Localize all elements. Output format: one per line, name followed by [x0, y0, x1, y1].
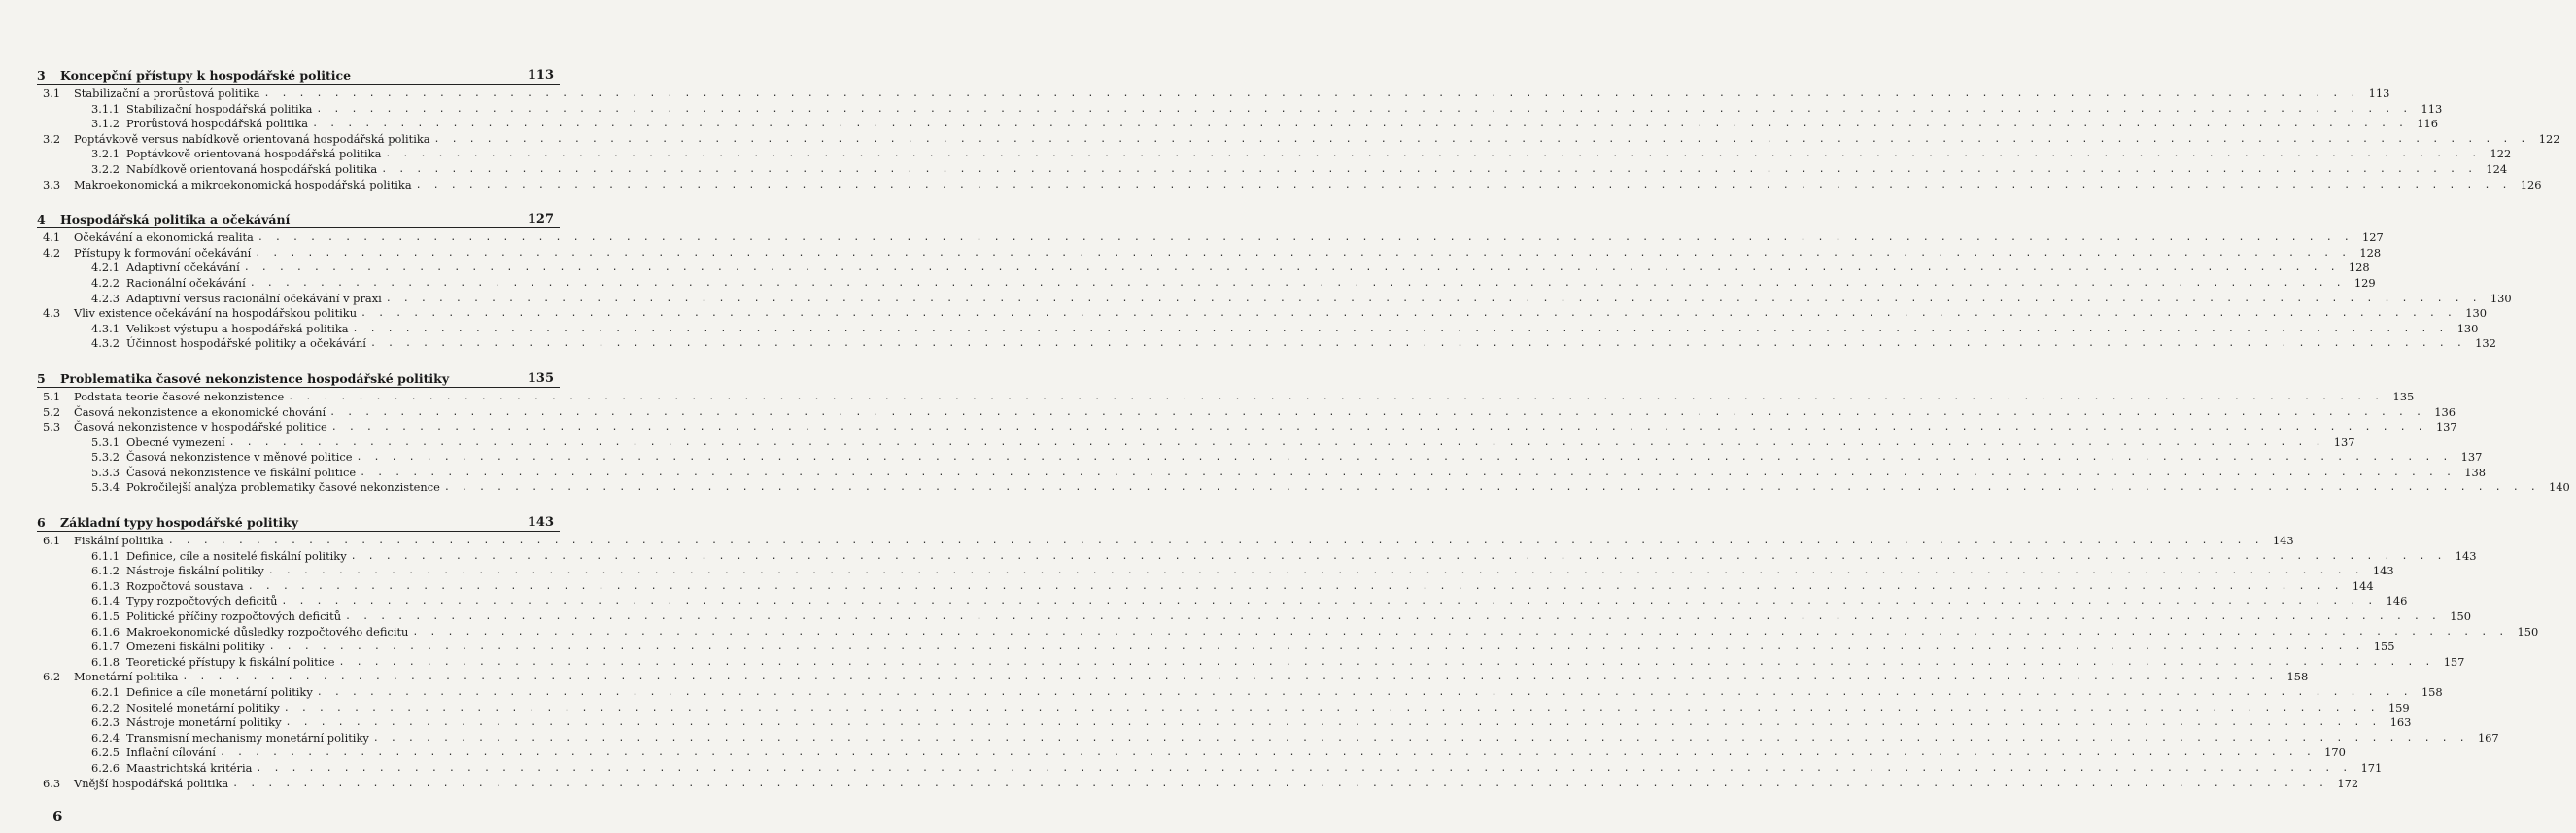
section-title: Vliv existence očekávání na hospodářskou politiku: [74, 306, 358, 321]
dot-leader: . . . . . . . . . . . . . . . . . . . . . . . . . . . . . . . . . . . . . . . . . . . . . . . . . . . . . . . . . . . . . . . . . . . . . . . . . . . . . . . . . . . . . . . . . . . . . . . . . . . . . . . . . . . . . . . . . . . . . . . .: [182, 672, 2278, 683]
toc-section[interactable]: [37, 670, 2309, 685]
dot-leader: . . . . . . . . . . . . . . . . . . . . . . . . . . . . . . . . . . . . . . . . . . . . . . . . . . . . . . . . . . . . . . . . . . . . . . . . . . . . . . . . . . . . . . . . . . . . . . . . . . . . . . . . . . . . . . . . . . . . . . . .: [372, 732, 2468, 744]
section-number: 6.1.5: [91, 609, 120, 624]
section-page-number: 130: [2490, 291, 2512, 305]
section-number: 6.2.5: [91, 746, 120, 760]
section-page-number: 163: [2389, 715, 2412, 730]
dot-leader: . . . . . . . . . . . . . . . . . . . . . . . . . . . . . . . . . . . . . . . . . . . . . . . . . . . . . . . . . . . . . . . . . . . . . . . . . . . . . . . . . . . . . . . . . . . . . . . . . . . . . . . . . . . . . . . . . . . . . . . .: [356, 452, 2452, 464]
dot-leader: . . . . . . . . . . . . . . . . . . . . . . . . . . . . . . . . . . . . . . . . . . . . . . . . . . . . . . . . . . . . . . . . . . . . . . . . . . . . . . . . . . . . . . . . . . . . . . . . . . . . . . . . . . . . . . . . . . . . . . . .: [345, 611, 2440, 623]
dot-leader: . . . . . . . . . . . . . . . . . . . . . . . . . . . . . . . . . . . . . . . . . . . . . . . . . . . . . . . . . . . . . . . . . . . . . . . . . . . . . . . . . . . . . . . . . . . . . . . . . . . . . . . . . . . . . . . . . . . . . . . .: [385, 293, 2481, 304]
section-number: 6.1.3: [91, 578, 120, 593]
toc-subsection[interactable]: [37, 434, 2355, 451]
dot-leader: . . . . . . . . . . . . . . . . . . . . . . . . . . . . . . . . . . . . . . . . . . . . . . . . . . . . . . . . . . . . . . . . . . . . . . . . . . . . . . . . . . . . . . . . . . . . . . . . . . . . . . . . . . . . . . . . . . . . . . . .: [350, 550, 2446, 562]
dot-leader: . . . . . . . . . . . . . . . . . . . . . . . . . . . . . . . . . . . . . . . . . . . . . . . . . . . . . . . . . . . . . . . . . . . . . . . . . . . . . . . . . . . . . . . . . . . . . . . . . . . . . . . . . . . . . . . . . . . . . . . .: [219, 747, 2315, 759]
toc-subsection[interactable]: [37, 291, 2512, 307]
dot-leader: . . . . . . . . . . . . . . . . . . . . . . . . . . . . . . . . . . . . . . . . . . . . . . . . . . . . . . . . . . . . . . . . . . . . . . . . . . . . . . . . . . . . . . . . . . . . . . . . . . . . . . . . . . . . . . . . . . . . . . . .: [443, 482, 2539, 494]
toc-section[interactable]: [37, 776, 2359, 792]
toc-chapter: [37, 365, 2570, 496]
section-title: Omezení fiskální politiky: [126, 640, 265, 654]
toc-subsection[interactable]: [37, 730, 2499, 746]
section-page-number: 158: [2421, 685, 2443, 699]
table-of-contents: [37, 62, 2570, 805]
section-title: Makroekonomické důsledky rozpočtového deficitu: [126, 624, 409, 639]
section-page-number: 171: [2360, 760, 2383, 775]
section-number: 5.3.4: [91, 480, 120, 495]
section-title: Racionální očekávání: [126, 275, 246, 290]
section-number: 6.2.4: [91, 730, 120, 745]
dot-leader: . . . . . . . . . . . . . . . . . . . . . . . . . . . . . . . . . . . . . . . . . . . . . . . . . . . . . . . . . . . . . . . . . . . . . . . . . . . . . . . . . . . . . . . . . . . . . . . . . . . . . . . . . . . . . . . . . . . . . . . .: [361, 308, 2456, 320]
section-number: 6.1.1: [91, 548, 120, 563]
chapter-heading[interactable]: [37, 206, 560, 226]
section-page-number: 167: [2477, 730, 2499, 745]
section-page-number: 136: [2434, 404, 2456, 419]
section-title: Maastrichtská kritéria: [126, 760, 253, 775]
dot-leader: . . . . . . . . . . . . . . . . . . . . . . . . . . . . . . . . . . . . . . . . . . . . . . . . . . . . . . . . . . . . . . . . . . . . . . . . . . . . . . . . . . . . . . . . . . . . . . . . . . . . . . . . . . . . . . . . . . . . . . . .: [255, 247, 2351, 259]
chapter-number: 6: [37, 515, 46, 531]
section-page-number: 146: [2386, 594, 2408, 608]
section-title: Definice, cíle a nositelé fiskální politiky: [126, 548, 347, 563]
toc-subsection[interactable]: [37, 260, 2370, 276]
dot-leader: . . . . . . . . . . . . . . . . . . . . . . . . . . . . . . . . . . . . . . . . . . . . . . . . . . . . . . . . . . . . . . . . . . . . . . . . . . . . . . . . . . . . . . . . . . . . . . . . . . . . . . . . . . . . . . . . . . . . . . . .: [257, 232, 2353, 244]
section-title: Podstata teorie časové nekonzistence: [74, 389, 285, 403]
section-title: Časová nekonzistence v měnové politice: [126, 450, 353, 465]
section-number: 6.2.6: [91, 760, 120, 775]
section-title: Adaptivní očekávání: [126, 260, 240, 275]
dot-leader: . . . . . . . . . . . . . . . . . . . . . . . . . . . . . . . . . . . . . . . . . . . . . . . . . . . . . . . . . . . . . . . . . . . . . . . . . . . . . . . . . . . . . . . . . . . . . . . . . . . . . . . . . . . . . . . . . . . . . . . .: [360, 467, 2455, 478]
section-title: Časová nekonzistence v hospodářské politice: [74, 420, 327, 434]
chapter-page-number: 127: [527, 212, 554, 227]
dot-leader: . . . . . . . . . . . . . . . . . . . . . . . . . . . . . . . . . . . . . . . . . . . . . . . . . . . . . . . . . . . . . . . . . . . . . . . . . . . . . . . . . . . . . . . . . . . . . . . . . . . . . . . . . . . . . . . . . . . . . . . .: [369, 338, 2465, 350]
section-page-number: 135: [2392, 389, 2415, 403]
section-title: Přístupy k formování očekávání: [74, 245, 252, 260]
chapter-page-number: 135: [527, 370, 554, 386]
section-page-number: 140: [2549, 480, 2570, 495]
section-page-number: 129: [2353, 275, 2376, 290]
section-title: Poptávkově orientovaná hospodářská politika: [126, 147, 382, 161]
section-number: 3.2: [43, 131, 61, 146]
section-title: Vnější hospodářská politika: [74, 776, 229, 790]
chapter-number: 4: [37, 212, 46, 227]
chapter-title: Koncepční přístupy k hospodářské politice: [60, 68, 352, 83]
section-number: 3.1.1: [91, 101, 120, 116]
toc-subsection[interactable]: [37, 746, 2346, 761]
section-title: Pokročilejší analýza problematiky časové nekonzistence: [126, 480, 440, 495]
toc-subsection[interactable]: [37, 117, 2439, 132]
dot-leader: . . . . . . . . . . . . . . . . . . . . . . . . . . . . . . . . . . . . . . . . . . . . . . . . . . . . . . . . . . . . . . . . . . . . . . . . . . . . . . . . . . . . . . . . . . . . . . . . . . . . . . . . . . . . . . . . . . . . . . . .: [243, 262, 2339, 274]
section-page-number: 170: [2324, 746, 2346, 760]
section-title: Adaptivní versus racionální očekávání v praxi: [126, 291, 382, 305]
section-number: 4.2.2: [91, 275, 120, 290]
section-number: 6.1: [43, 534, 61, 548]
section-page-number: 137: [2460, 450, 2483, 465]
section-number: 4.2.3: [91, 291, 120, 305]
section-number: 4.3: [43, 306, 61, 321]
section-title: Poptávkově versus nabídkově orientovaná hospodářská politika: [74, 131, 430, 146]
dot-leader: . . . . . . . . . . . . . . . . . . . . . . . . . . . . . . . . . . . . . . . . . . . . . . . . . . . . . . . . . . . . . . . . . . . . . . . . . . . . . . . . . . . . . . . . . . . . . . . . . . . . . . . . . . . . . . . . . . . . . . . .: [330, 422, 2426, 434]
section-page-number: 127: [2362, 230, 2384, 245]
toc-subsection[interactable]: [37, 715, 2412, 731]
dot-leader: . . . . . . . . . . . . . . . . . . . . . . . . . . . . . . . . . . . . . . . . . . . . . . . . . . . . . . . . . . . . . . . . . . . . . . . . . . . . . . . . . . . . . . . . . . . . . . . . . . . . . . . . . . . . . . . . . . . . . . . .: [281, 596, 2377, 607]
toc-section[interactable]: [37, 420, 2457, 435]
toc-subsection[interactable]: [37, 654, 2465, 671]
section-page-number: 130: [2456, 321, 2479, 335]
section-page-number: 126: [2520, 177, 2542, 191]
section-title: Politické příčiny rozpočtových deficitů: [126, 609, 342, 624]
section-number: 6.2: [43, 670, 61, 684]
dot-leader: . . . . . . . . . . . . . . . . . . . . . . . . . . . . . . . . . . . . . . . . . . . . . . . . . . . . . . . . . . . . . . . . . . . . . . . . . . . . . . . . . . . . . . . . . . . . . . . . . . . . . . . . . . . . . . . . . . . . . . . .: [352, 323, 2448, 334]
section-page-number: 159: [2387, 700, 2410, 714]
section-page-number: 128: [2359, 245, 2382, 260]
dot-leader: . . . . . . . . . . . . . . . . . . . . . . . . . . . . . . . . . . . . . . . . . . . . . . . . . . . . . . . . . . . . . . . . . . . . . . . . . . . . . . . . . . . . . . . . . . . . . . . . . . . . . . . . . . . . . . . . . . . . . . . .: [249, 277, 2345, 289]
toc-subsection[interactable]: [37, 480, 2570, 496]
toc-subsection[interactable]: [37, 609, 2471, 625]
dot-leader: . . . . . . . . . . . . . . . . . . . . . . . . . . . . . . . . . . . . . . . . . . . . . . . . . . . . . . . . . . . . . . . . . . . . . . . . . . . . . . . . . . . . . . . . . . . . . . . . . . . . . . . . . . . . . . . . . . . . . . . .: [312, 119, 2408, 130]
section-title: Časová nekonzistence a ekonomické chování: [74, 404, 326, 419]
section-page-number: 138: [2464, 465, 2486, 479]
chapter-divider: [37, 531, 560, 532]
toc-section[interactable]: [37, 87, 2390, 102]
section-number: 4.2.1: [91, 260, 120, 275]
section-number: 4.3.2: [91, 336, 120, 351]
chapter-number: 3: [37, 68, 46, 83]
toc-section[interactable]: [37, 404, 2456, 421]
dot-leader: . . . . . . . . . . . . . . . . . . . . . . . . . . . . . . . . . . . . . . . . . . . . . . . . . . . . . . . . . . . . . . . . . . . . . . . . . . . . . . . . . . . . . . . . . . . . . . . . . . . . . . . . . . . . . . . . . . . . . . . .: [433, 133, 2529, 145]
section-title: Makroekonomická a mikroekonomická hospodářská politika: [74, 177, 412, 191]
section-title: Fiskální politika: [74, 534, 164, 548]
toc-subsection[interactable]: [37, 465, 2486, 481]
section-page-number: 122: [2538, 131, 2560, 146]
chapter-title: Problematika časové nekonzistence hospodářské politiky: [60, 370, 450, 386]
chapter-divider: [37, 227, 560, 228]
section-number: 5.1: [43, 389, 61, 403]
section-number: 6.1.8: [91, 654, 120, 669]
section-page-number: 157: [2443, 654, 2465, 669]
section-page-number: 155: [2373, 640, 2395, 654]
chapter-heading[interactable]: [37, 509, 560, 530]
section-title: Nástroje monetární politiky: [126, 715, 282, 730]
toc-subsection[interactable]: [37, 147, 2512, 162]
toc-subsection[interactable]: [37, 685, 2443, 701]
section-number: 3.2.1: [91, 147, 120, 161]
toc-subsection[interactable]: [37, 564, 2394, 579]
section-number: 4.3.1: [91, 321, 120, 335]
dot-leader: . . . . . . . . . . . . . . . . . . . . . . . . . . . . . . . . . . . . . . . . . . . . . . . . . . . . . . . . . . . . . . . . . . . . . . . . . . . . . . . . . . . . . . . . . . . . . . . . . . . . . . . . . . . . . . . . . . . . . . . .: [167, 536, 2263, 547]
dot-leader: . . . . . . . . . . . . . . . . . . . . . . . . . . . . . . . . . . . . . . . . . . . . . . . . . . . . . . . . . . . . . . . . . . . . . . . . . . . . . . . . . . . . . . . . . . . . . . . . . . . . . . . . . . . . . . . . . . . . . . . .: [338, 656, 2434, 668]
section-page-number: 132: [2475, 336, 2496, 351]
toc-section[interactable]: [37, 534, 2294, 549]
section-title: Nabídkově orientovaná hospodářská politika: [126, 161, 378, 176]
dot-leader: . . . . . . . . . . . . . . . . . . . . . . . . . . . . . . . . . . . . . . . . . . . . . . . . . . . . . . . . . . . . . . . . . . . . . . . . . . . . . . . . . . . . . . . . . . . . . . . . . . . . . . . . . . . . . . . . . . . . . . . .: [247, 580, 2343, 592]
section-title: Monetární politika: [74, 670, 179, 684]
section-number: 6.1.4: [91, 594, 120, 608]
section-page-number: 116: [2417, 117, 2439, 131]
section-title: Časová nekonzistence ve fiskální politice: [126, 465, 357, 479]
toc-section[interactable]: [37, 245, 2382, 261]
section-number: 5.3.3: [91, 465, 120, 479]
section-title: Nástroje fiskální politiky: [126, 564, 264, 578]
section-number: 5.3.2: [91, 450, 120, 465]
toc-chapter: [37, 509, 2539, 791]
dot-leader: . . . . . . . . . . . . . . . . . . . . . . . . . . . . . . . . . . . . . . . . . . . . . . . . . . . . . . . . . . . . . . . . . . . . . . . . . . . . . . . . . . . . . . . . . . . . . . . . . . . . . . . . . . . . . . . . . . . . . . . .: [256, 762, 2352, 774]
chapter-heading[interactable]: [37, 62, 560, 83]
toc-subsection[interactable]: [37, 275, 2376, 292]
section-number: 6.1.7: [91, 640, 120, 654]
section-title: Rozpočtová soustava: [126, 578, 244, 593]
toc-subsection[interactable]: [37, 161, 2508, 178]
dot-leader: . . . . . . . . . . . . . . . . . . . . . . . . . . . . . . . . . . . . . . . . . . . . . . . . . . . . . . . . . . . . . . . . . . . . . . . . . . . . . . . . . . . . . . . . . . . . . . . . . . . . . . . . . . . . . . . . . . . . . . . .: [267, 566, 2363, 577]
toc-section[interactable]: [37, 306, 2487, 322]
toc-subsection[interactable]: [37, 594, 2408, 609]
section-page-number: 113: [2421, 101, 2443, 116]
section-number: 5.2: [43, 404, 61, 419]
chapter-heading[interactable]: [37, 365, 560, 386]
section-number: 3.3: [43, 177, 61, 191]
section-page-number: 124: [2486, 161, 2508, 176]
section-number: 6.2.3: [91, 715, 120, 730]
toc-subsection[interactable]: [37, 578, 2374, 595]
section-page-number: 144: [2352, 578, 2374, 593]
section-title: Teoretické přístupy k fiskální politice: [126, 654, 335, 669]
section-page-number: 130: [2465, 306, 2487, 321]
chapter-divider: [37, 387, 560, 388]
section-number: 4.2: [43, 245, 61, 260]
dot-leader: . . . . . . . . . . . . . . . . . . . . . . . . . . . . . . . . . . . . . . . . . . . . . . . . . . . . . . . . . . . . . . . . . . . . . . . . . . . . . . . . . . . . . . . . . . . . . . . . . . . . . . . . . . . . . . . . . . . . . . . .: [412, 626, 2508, 638]
toc-subsection[interactable]: [37, 101, 2443, 118]
section-number: 3.1: [43, 87, 61, 100]
section-title: Inflační cílování: [126, 746, 216, 760]
dot-leader: . . . . . . . . . . . . . . . . . . . . . . . . . . . . . . . . . . . . . . . . . . . . . . . . . . . . . . . . . . . . . . . . . . . . . . . . . . . . . . . . . . . . . . . . . . . . . . . . . . . . . . . . . . . . . . . . . . . . . . . .: [385, 149, 2481, 160]
chapter-title: Základní typy hospodářské politiky: [60, 515, 299, 531]
dot-leader: . . . . . . . . . . . . . . . . . . . . . . . . . . . . . . . . . . . . . . . . . . . . . . . . . . . . . . . . . . . . . . . . . . . . . . . . . . . . . . . . . . . . . . . . . . . . . . . . . . . . . . . . . . . . . . . . . . . . . . . .: [263, 88, 2359, 99]
toc-section[interactable]: [37, 389, 2415, 405]
section-number: 3.2.2: [91, 161, 120, 176]
toc-section[interactable]: [37, 230, 2384, 246]
section-page-number: 137: [2333, 434, 2355, 449]
section-page-number: 143: [2272, 534, 2294, 548]
section-title: Typy rozpočtových deficitů: [126, 594, 278, 608]
toc-subsection[interactable]: [37, 624, 2539, 641]
section-number: 5.3: [43, 420, 61, 434]
section-number: 6.3: [43, 776, 61, 790]
dot-leader: . . . . . . . . . . . . . . . . . . . . . . . . . . . . . . . . . . . . . . . . . . . . . . . . . . . . . . . . . . . . . . . . . . . . . . . . . . . . . . . . . . . . . . . . . . . . . . . . . . . . . . . . . . . . . . . . . . . . . . . .: [316, 687, 2412, 698]
section-page-number: 137: [2435, 420, 2457, 434]
chapter-divider: [37, 84, 560, 85]
section-title: Velikost výstupu a hospodářská politika: [126, 321, 349, 335]
dot-leader: . . . . . . . . . . . . . . . . . . . . . . . . . . . . . . . . . . . . . . . . . . . . . . . . . . . . . . . . . . . . . . . . . . . . . . . . . . . . . . . . . . . . . . . . . . . . . . . . . . . . . . . . . . . . . . . . . . . . . . . .: [285, 717, 2381, 729]
section-title: Obecné vymezení: [126, 434, 225, 449]
section-title: Prorůstová hospodářská politika: [126, 117, 309, 131]
toc-subsection[interactable]: [37, 336, 2496, 352]
toc-subsection[interactable]: [37, 640, 2395, 655]
section-number: 6.2.1: [91, 685, 120, 699]
section-page-number: 113: [2368, 87, 2390, 100]
toc-chapter: [37, 206, 2512, 352]
dot-leader: . . . . . . . . . . . . . . . . . . . . . . . . . . . . . . . . . . . . . . . . . . . . . . . . . . . . . . . . . . . . . . . . . . . . . . . . . . . . . . . . . . . . . . . . . . . . . . . . . . . . . . . . . . . . . . . . . . . . . . . .: [381, 163, 2477, 175]
section-title: Definice a cíle monetární politiky: [126, 685, 313, 699]
toc-subsection[interactable]: [37, 450, 2483, 466]
toc-section[interactable]: [37, 131, 2560, 148]
dot-leader: . . . . . . . . . . . . . . . . . . . . . . . . . . . . . . . . . . . . . . . . . . . . . . . . . . . . . . . . . . . . . . . . . . . . . . . . . . . . . . . . . . . . . . . . . . . . . . . . . . . . . . . . . . . . . . . . . . . . . . . .: [283, 702, 2379, 713]
section-page-number: 150: [2517, 624, 2539, 639]
section-number: 6.2.2: [91, 700, 120, 714]
dot-leader: . . . . . . . . . . . . . . . . . . . . . . . . . . . . . . . . . . . . . . . . . . . . . . . . . . . . . . . . . . . . . . . . . . . . . . . . . . . . . . . . . . . . . . . . . . . . . . . . . . . . . . . . . . . . . . . . . . . . . . . .: [316, 103, 2412, 115]
chapter-page-number: 143: [527, 515, 554, 531]
dot-leader: . . . . . . . . . . . . . . . . . . . . . . . . . . . . . . . . . . . . . . . . . . . . . . . . . . . . . . . . . . . . . . . . . . . . . . . . . . . . . . . . . . . . . . . . . . . . . . . . . . . . . . . . . . . . . . . . . . . . . . . .: [228, 436, 2324, 448]
toc-subsection[interactable]: [37, 760, 2383, 777]
section-page-number: 150: [2450, 609, 2471, 624]
section-page-number: 128: [2348, 260, 2370, 275]
toc-chapter: [37, 62, 2560, 192]
chapter-number: 5: [37, 370, 46, 386]
dot-leader: . . . . . . . . . . . . . . . . . . . . . . . . . . . . . . . . . . . . . . . . . . . . . . . . . . . . . . . . . . . . . . . . . . . . . . . . . . . . . . . . . . . . . . . . . . . . . . . . . . . . . . . . . . . . . . . . . . . . . . . .: [415, 179, 2511, 191]
section-page-number: 143: [2455, 548, 2477, 563]
dot-leader: . . . . . . . . . . . . . . . . . . . . . . . . . . . . . . . . . . . . . . . . . . . . . . . . . . . . . . . . . . . . . . . . . . . . . . . . . . . . . . . . . . . . . . . . . . . . . . . . . . . . . . . . . . . . . . . . . . . . . . . .: [232, 778, 2328, 789]
dot-leader: . . . . . . . . . . . . . . . . . . . . . . . . . . . . . . . . . . . . . . . . . . . . . . . . . . . . . . . . . . . . . . . . . . . . . . . . . . . . . . . . . . . . . . . . . . . . . . . . . . . . . . . . . . . . . . . . . . . . . . . .: [329, 406, 2424, 418]
dot-leader: . . . . . . . . . . . . . . . . . . . . . . . . . . . . . . . . . . . . . . . . . . . . . . . . . . . . . . . . . . . . . . . . . . . . . . . . . . . . . . . . . . . . . . . . . . . . . . . . . . . . . . . . . . . . . . . . . . . . . . . .: [268, 642, 2364, 653]
section-number: 6.1.2: [91, 564, 120, 578]
section-number: 6.1.6: [91, 624, 120, 639]
dot-leader: . . . . . . . . . . . . . . . . . . . . . . . . . . . . . . . . . . . . . . . . . . . . . . . . . . . . . . . . . . . . . . . . . . . . . . . . . . . . . . . . . . . . . . . . . . . . . . . . . . . . . . . . . . . . . . . . . . . . . . . .: [288, 391, 2384, 402]
toc-subsection[interactable]: [37, 700, 2410, 716]
toc-section[interactable]: [37, 177, 2542, 193]
section-title: Stabilizační hospodářská politika: [126, 101, 313, 116]
section-title: Transmisní mechanismy monetární politiky: [126, 730, 369, 745]
toc-subsection[interactable]: [37, 548, 2477, 565]
section-number: 4.1: [43, 230, 61, 245]
page-number: 6: [52, 808, 63, 825]
section-number: 5.3.1: [91, 434, 120, 449]
section-title: Nositelé monetární politiky: [126, 700, 280, 714]
section-page-number: 122: [2490, 147, 2512, 161]
toc-subsection[interactable]: [37, 321, 2479, 337]
section-title: Účinnost hospodářské politiky a očekávání: [126, 336, 366, 351]
section-page-number: 143: [2372, 564, 2394, 578]
section-page-number: 158: [2286, 670, 2309, 684]
chapter-title: Hospodářská politika a očekávání: [60, 212, 291, 227]
section-title: Očekávání a ekonomická realita: [74, 230, 254, 245]
section-title: Stabilizační a prorůstová politika: [74, 87, 260, 100]
section-page-number: 172: [2337, 776, 2359, 790]
chapter-page-number: 113: [527, 68, 554, 83]
section-number: 3.1.2: [91, 117, 120, 131]
